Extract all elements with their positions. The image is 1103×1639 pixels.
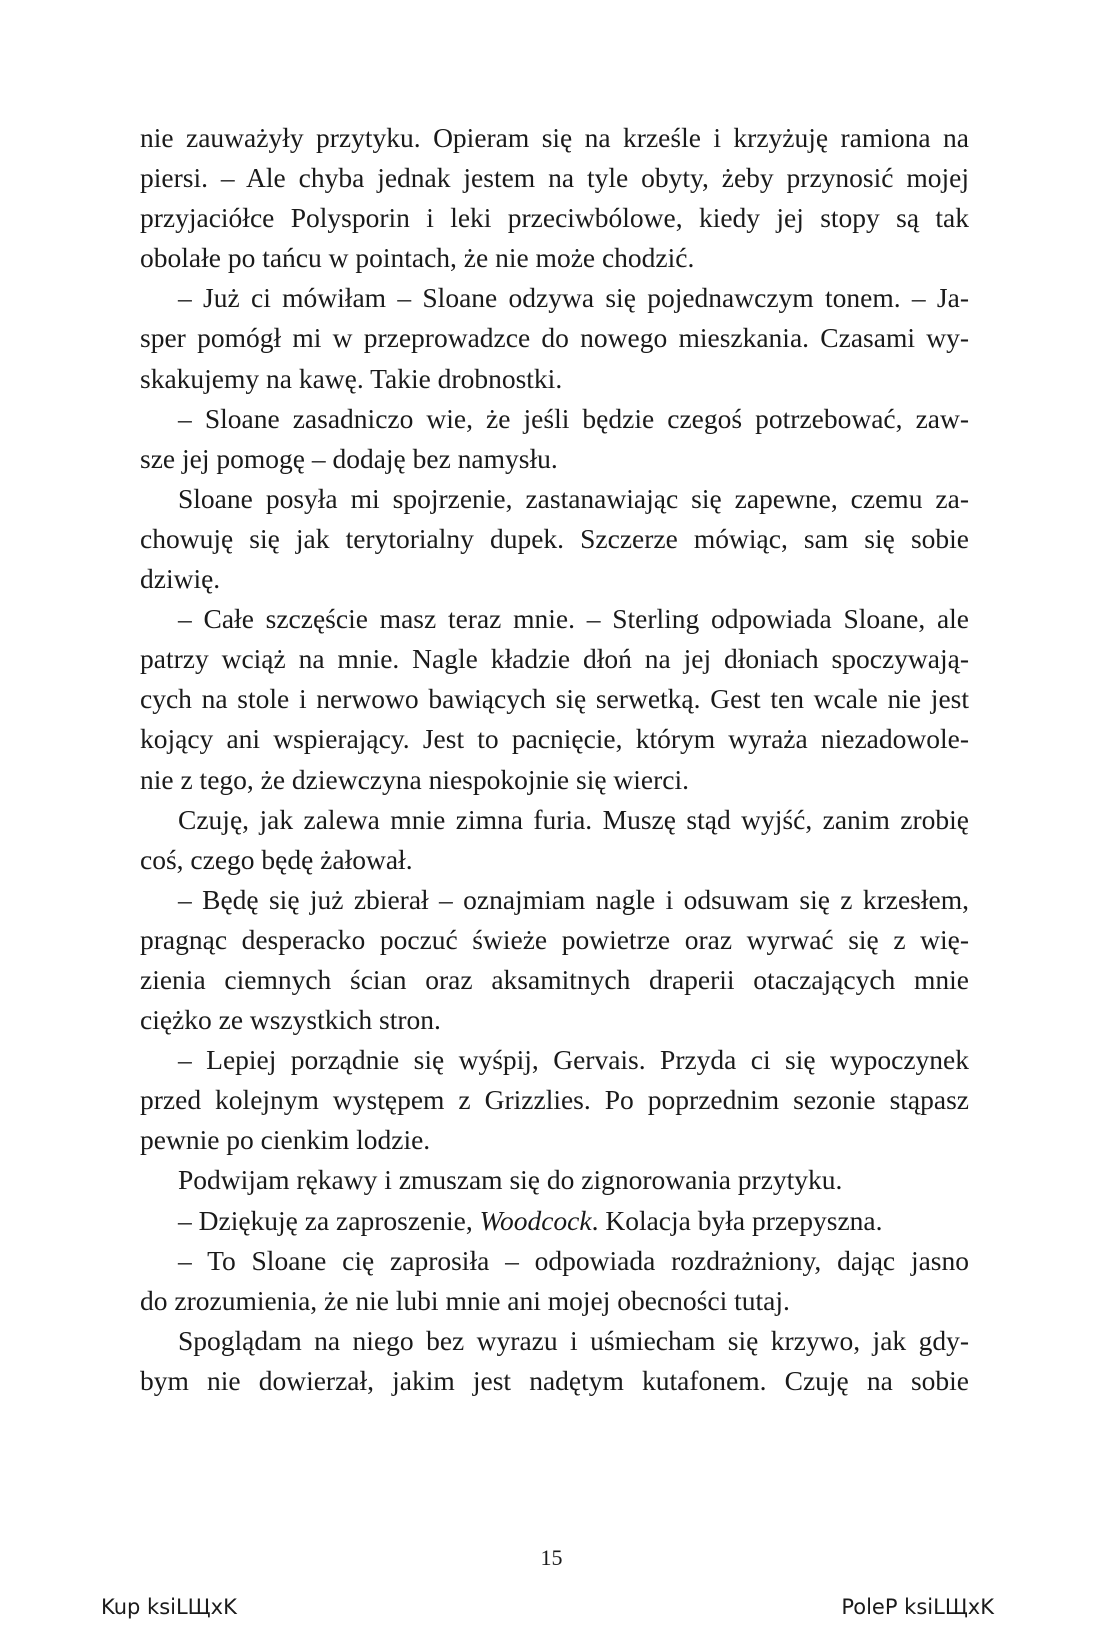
text-segment: przyjaciółce Polysporin i leki przeciwbólowe, kiedy jej stopy są tak bbox=[140, 202, 969, 234]
text-segment: – Lepiej porządnie się wyśpij, Gervais. Przyda ci się wypoczynek bbox=[178, 1044, 969, 1076]
text-line bbox=[140, 1281, 969, 1321]
page-body bbox=[140, 118, 969, 1401]
text-line bbox=[140, 359, 969, 399]
text-line bbox=[140, 1201, 969, 1241]
text-line bbox=[140, 1080, 969, 1120]
text-line bbox=[140, 559, 969, 599]
text-line bbox=[140, 1321, 969, 1361]
text-line bbox=[140, 318, 969, 358]
text-line bbox=[140, 1361, 969, 1401]
text-segment: – Sloane zasadniczo wie, że jeśli będzie czegoś potrzebować, zaw- bbox=[178, 402, 969, 434]
text-segment: – Już ci mówiłam – Sloane odzywa się pojednawczym tonem. – Ja- bbox=[178, 282, 969, 314]
text-segment: – Będę się już zbierał – oznajmiam nagle i odsuwam się z krzesłem, bbox=[178, 883, 969, 915]
text-segment: dziwię. bbox=[140, 563, 221, 595]
text-segment: chowuję się jak terytorialny dupek. Szczerze mówiąc, sam się sobie bbox=[140, 522, 969, 554]
text-segment: Spoglądam na niego bez wyrazu i uśmiecham się krzywo, jak gdy- bbox=[178, 1324, 969, 1356]
text-line bbox=[140, 840, 969, 880]
text-line bbox=[140, 760, 969, 800]
text-line bbox=[140, 920, 969, 960]
text-segment: – To Sloane cię zaprosiła – odpowiada rozdrażniony, dając jasno bbox=[178, 1244, 969, 1276]
text-line bbox=[140, 599, 969, 639]
text-line bbox=[140, 439, 969, 479]
text-line bbox=[140, 1000, 969, 1040]
text-segment: obolałe po tańcu w pointach, że nie może chodzić. bbox=[140, 242, 695, 274]
text-line bbox=[140, 198, 969, 238]
text-line bbox=[140, 639, 969, 679]
text-segment: ciężko ze wszystkich stron. bbox=[140, 1004, 441, 1036]
text-line bbox=[140, 479, 969, 519]
text-segment: Podwijam rękawy i zmuszam się do zignorowania przytyku. bbox=[178, 1164, 843, 1196]
text-line bbox=[140, 880, 969, 920]
text-segment: cych na stole i nerwowo bawiących się serwetką. Gest ten wcale nie jest bbox=[140, 683, 969, 715]
text-segment: nie zauważyły przytyku. Opieram się na krześle i krzyżuję ramiona na bbox=[140, 122, 969, 153]
footer-buy-link[interactable]: Kup ksiLЩxK bbox=[101, 1595, 237, 1619]
text-segment: Sloane posyła mi spojrzenie, zastanawiając się zapewne, czemu za- bbox=[178, 482, 969, 514]
text-line bbox=[140, 519, 969, 559]
text-line bbox=[140, 800, 969, 840]
text-segment: patrzy wciąż na mnie. Nagle kładzie dłoń na jej dłoniach spoczywają- bbox=[140, 643, 969, 675]
text-line bbox=[140, 158, 969, 198]
text-line bbox=[140, 399, 969, 439]
text-segment: pragnąc desperacko poczuć świeże powietrze oraz wyrwać się z wię- bbox=[140, 923, 969, 955]
text-segment: – Całe szczęście masz teraz mnie. – Sterling odpowiada Sloane, ale bbox=[178, 603, 969, 635]
text-line bbox=[140, 278, 969, 318]
text-segment: nie z tego, że dziewczyna niespokojnie się wierci. bbox=[140, 763, 690, 795]
text-line bbox=[140, 238, 969, 278]
text-segment: Czuję, jak zalewa mnie zimna furia. Muszę stąd wyjść, zanim zrobię bbox=[178, 803, 969, 835]
text-line bbox=[140, 679, 969, 719]
text-line bbox=[140, 1040, 969, 1080]
text-line bbox=[140, 1120, 969, 1160]
text-segment: sze jej pomogę – dodaję bez namysłu. bbox=[140, 442, 558, 474]
text-segment: piersi. – Ale chyba jednak jestem na tyle obyty, żeby przynosić mojej bbox=[140, 162, 969, 194]
text-line bbox=[140, 960, 969, 1000]
text-segment: . Kolacja była przepyszna. bbox=[591, 1204, 883, 1236]
text-segment: przed kolejnym występem z Grizzlies. Po poprzednim sezonie stąpasz bbox=[140, 1084, 969, 1116]
text-segment: skakujemy na kawę. Takie drobnostki. bbox=[140, 362, 563, 394]
text-segment: kojący ani wspierający. Jest to pacnięcie, którym wyraża niezadowole- bbox=[140, 723, 969, 755]
italic-name: Woodcock bbox=[479, 1204, 592, 1236]
text-segment: sper pomógł mi w przeprowadzce do nowego mieszkania. Czasami wy- bbox=[140, 322, 969, 354]
page-number: 15 bbox=[540, 1545, 563, 1570]
text-line bbox=[140, 719, 969, 759]
text-segment: coś, czego będę żałował. bbox=[140, 843, 413, 875]
text-segment: pewnie po cienkim lodzie. bbox=[140, 1124, 431, 1156]
text-line bbox=[140, 1241, 969, 1281]
text-segment: – Dziękuję za zaproszenie, bbox=[178, 1204, 480, 1236]
footer-recommend-link[interactable]: PoleP ksiLЩxK bbox=[841, 1595, 994, 1619]
text-segment: do zrozumienia, że nie lubi mnie ani mojej obecności tutaj. bbox=[140, 1284, 790, 1316]
text-segment: bym nie dowierzał, jakim jest nadętym kutafonem. Czuję na sobie bbox=[140, 1364, 969, 1396]
text-segment: zienia ciemnych ścian oraz aksamitnych draperii otaczających mnie bbox=[140, 963, 969, 995]
text-line bbox=[140, 1160, 969, 1200]
text-line bbox=[140, 118, 969, 158]
